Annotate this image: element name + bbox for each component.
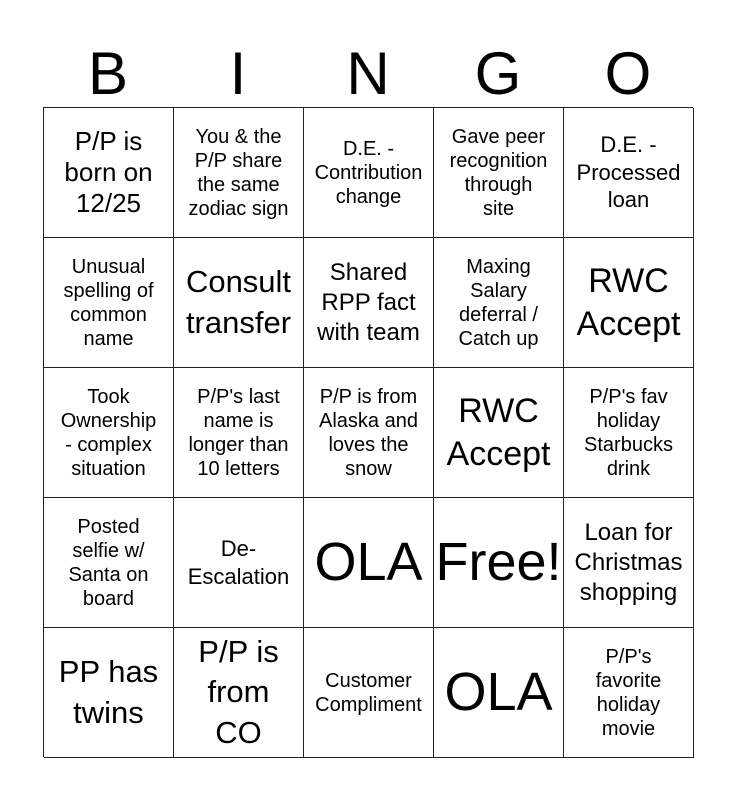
bingo-cell-n4[interactable] xyxy=(304,498,434,628)
bingo-board xyxy=(43,107,693,757)
header-letter-g: G xyxy=(474,40,522,107)
bingo-cell-o2[interactable] xyxy=(564,238,694,368)
cell-text: D.E. - Contribution change xyxy=(314,137,423,208)
bingo-cell-n5[interactable] xyxy=(304,628,434,758)
cell-text: P/P's last name is longer than 10 letters xyxy=(188,385,289,480)
bingo-cell-g1[interactable] xyxy=(434,108,564,238)
cell-text: P/P is born on 12/25 xyxy=(64,125,153,219)
cell-text: Consult transfer xyxy=(185,264,292,340)
cell-text: Customer Compliment xyxy=(315,669,422,716)
cell-text: Gave peer recognition through site xyxy=(449,125,548,220)
bingo-cell-b4[interactable] xyxy=(44,498,174,628)
cell-text: OLA xyxy=(314,531,423,592)
bingo-cell-i4[interactable] xyxy=(174,498,304,628)
bingo-cell-o5[interactable] xyxy=(564,628,694,758)
bingo-cell-b2[interactable] xyxy=(44,238,174,368)
bingo-cell-free[interactable] xyxy=(434,498,564,628)
bingo-header xyxy=(43,40,693,108)
header-letter-o: O xyxy=(604,40,652,107)
cell-text: De- Escalation xyxy=(187,536,290,589)
bingo-cell-o3[interactable] xyxy=(564,368,694,498)
bingo-cell-i1[interactable] xyxy=(174,108,304,238)
cell-text: Unusual spelling of common name xyxy=(63,255,154,350)
cell-text: Loan for Christmas shopping xyxy=(574,518,683,606)
cell-text: Maxing Salary deferral / Catch up xyxy=(458,255,539,350)
header-letter-n: N xyxy=(346,40,390,107)
bingo-cell-b3[interactable] xyxy=(44,368,174,498)
header-letter-i: I xyxy=(229,40,247,107)
bingo-cell-i5[interactable] xyxy=(174,628,304,758)
cell-text: D.E. - Processed loan xyxy=(576,132,681,213)
bingo-cell-o1[interactable] xyxy=(564,108,694,238)
bingo-cell-g2[interactable] xyxy=(434,238,564,368)
bingo-cell-n3[interactable] xyxy=(304,368,434,498)
bingo-cell-i3[interactable] xyxy=(174,368,304,498)
bingo-cell-n1[interactable] xyxy=(304,108,434,238)
cell-text: Free! xyxy=(435,531,562,592)
cell-text: Took Ownership - complex situation xyxy=(60,385,157,480)
cell-text: P/P's fav holiday Starbucks drink xyxy=(584,385,673,480)
bingo-cell-o4[interactable] xyxy=(564,498,694,628)
cell-text: P/P's favorite holiday movie xyxy=(595,645,662,740)
bingo-cell-b5[interactable] xyxy=(44,628,174,758)
bingo-cell-g3[interactable] xyxy=(434,368,564,498)
cell-text: P/P is from CO xyxy=(198,634,279,750)
header-letter-b: B xyxy=(87,40,129,107)
cell-text: P/P is from Alaska and loves the snow xyxy=(319,385,418,480)
cell-text: RWC Accept xyxy=(446,392,551,473)
bingo-cell-n2[interactable] xyxy=(304,238,434,368)
bingo-cell-i2[interactable] xyxy=(174,238,304,368)
cell-text: PP has twins xyxy=(58,654,159,730)
bingo-cell-b1[interactable] xyxy=(44,108,174,238)
bingo-cell-g5[interactable] xyxy=(434,628,564,758)
cell-text: RWC Accept xyxy=(576,262,681,343)
cell-text: Shared RPP fact with team xyxy=(317,258,420,346)
cell-text: You & the P/P share the same zodiac sign xyxy=(188,125,289,220)
cell-text: OLA xyxy=(444,661,553,722)
cell-text: Posted selfie w/ Santa on board xyxy=(68,515,149,610)
